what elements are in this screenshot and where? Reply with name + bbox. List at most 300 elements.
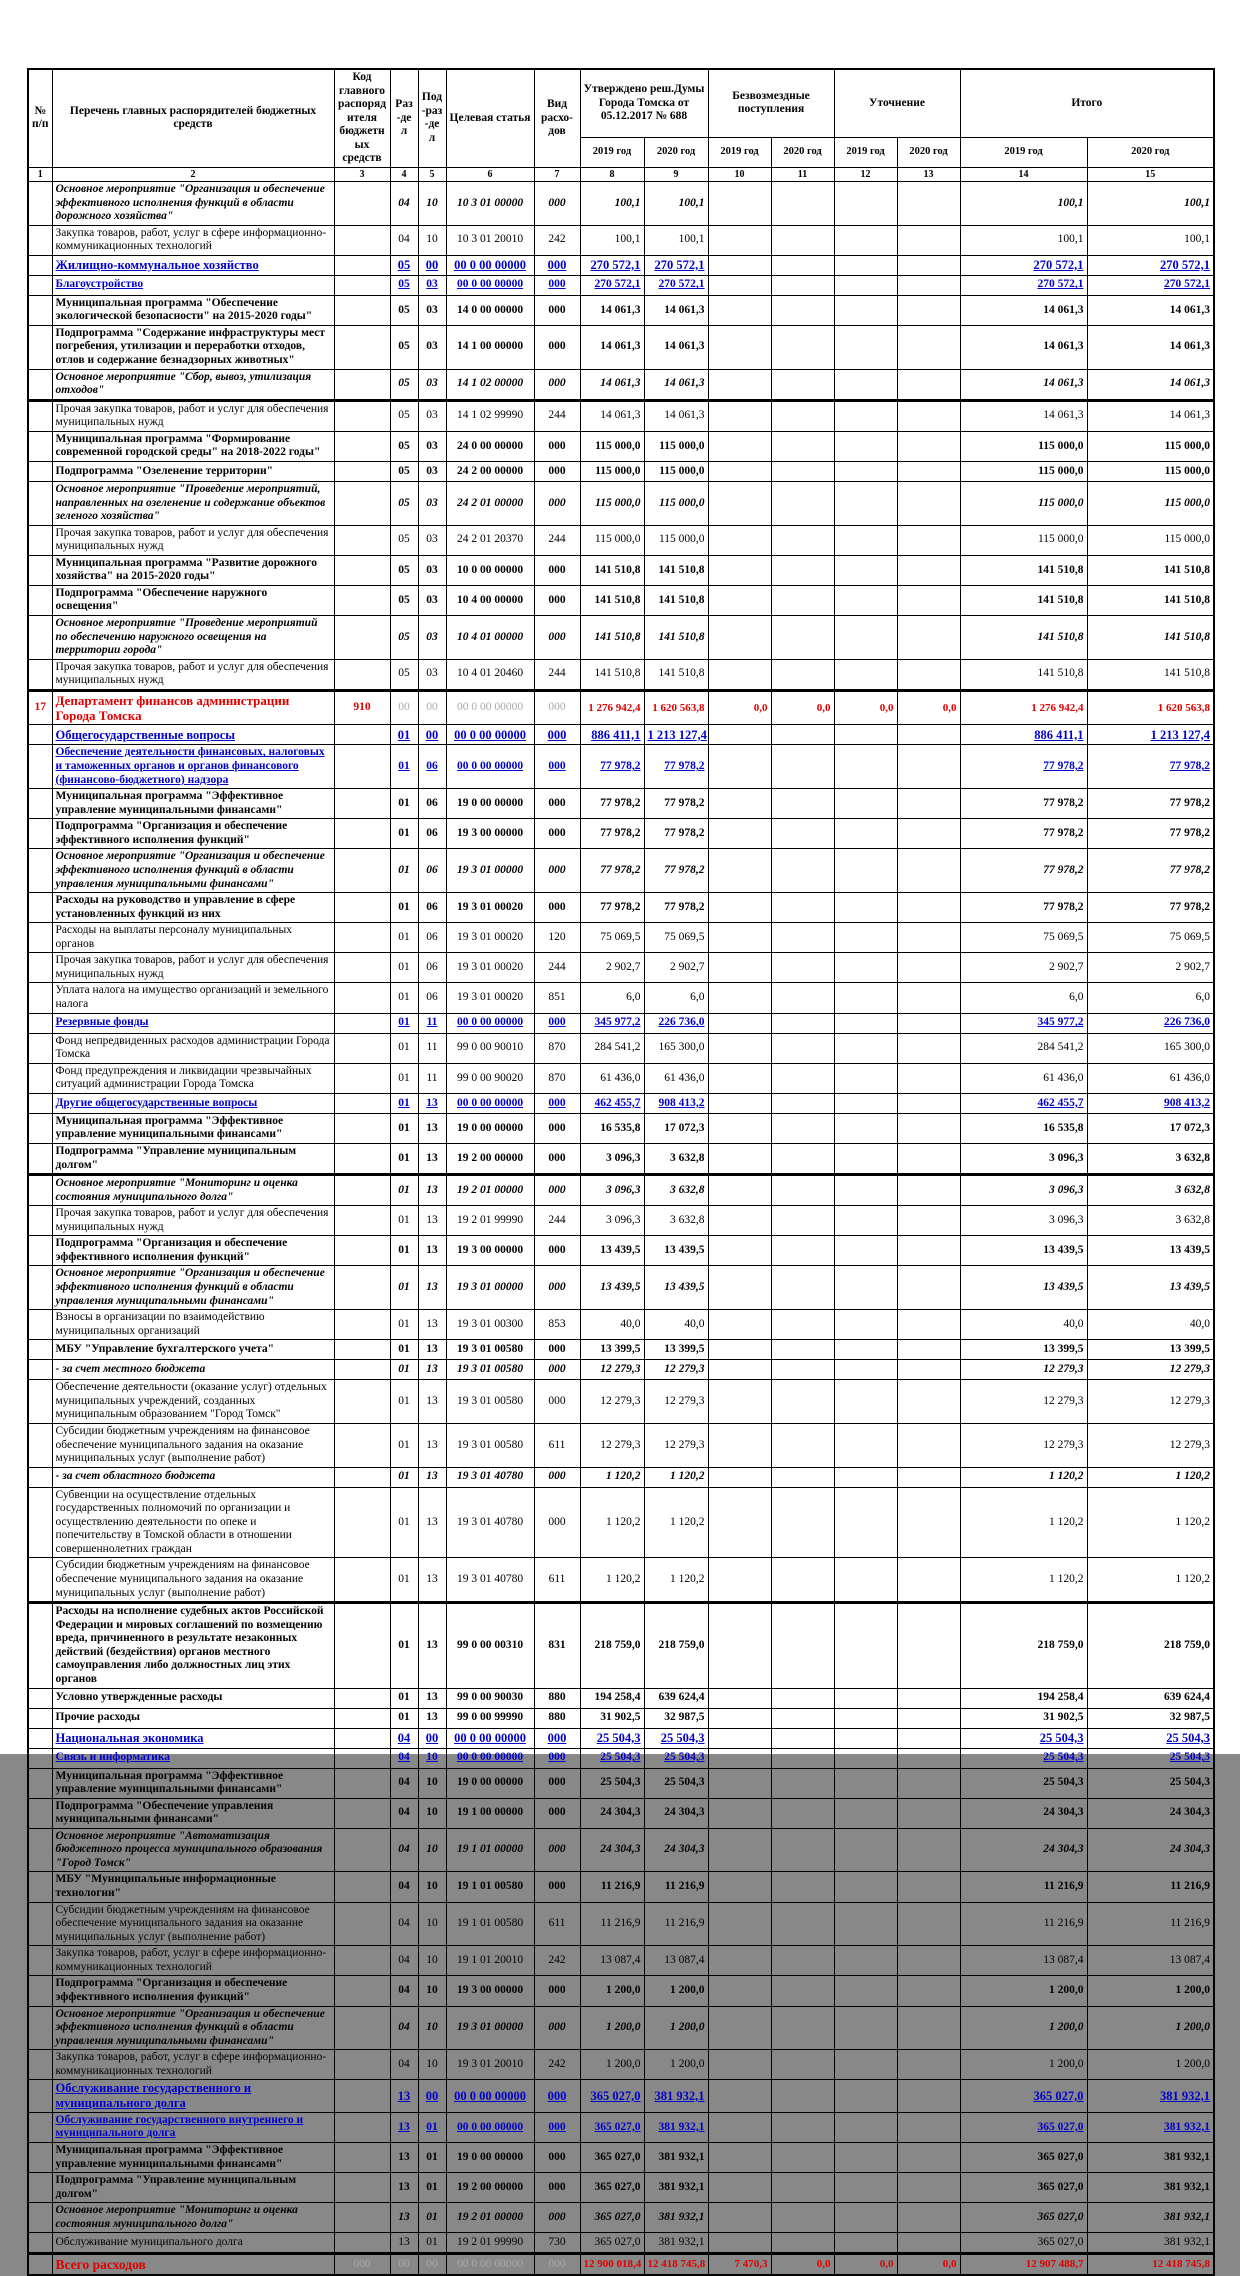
total-2019-cell: 25 504,3	[960, 1728, 1087, 1748]
total-2020-cell: 24 304,3	[1087, 1798, 1214, 1828]
approved-2020-cell: 13 087,4	[644, 1946, 708, 1976]
target-article-cell: 19 3 01 40780	[446, 1487, 534, 1558]
podrazdel-cell: 06	[418, 819, 446, 849]
grants-2020-cell	[771, 400, 834, 431]
approved-2019-cell: 345 977,2	[580, 1013, 644, 1033]
row-number-cell	[28, 1872, 52, 1902]
expense-type-cell: 000	[534, 1487, 580, 1558]
approved-2019-cell: 14 061,3	[580, 369, 644, 400]
total-2019-cell: 14 061,3	[960, 400, 1087, 431]
razdel-cell: 01	[390, 1033, 418, 1063]
row-title-cell: - за счет местного бюджета	[52, 1360, 334, 1380]
row-number-cell	[28, 1708, 52, 1728]
adjust-2019-cell	[834, 1360, 897, 1380]
razdel-cell: 05	[390, 369, 418, 400]
podrazdel-cell: 10	[418, 225, 446, 255]
target-article-cell: 19 0 00 00000	[446, 789, 534, 819]
adjust-2020-cell	[897, 1902, 960, 1946]
total-2019-cell: 886 411,1	[960, 725, 1087, 745]
row-title-cell: Субвенции на осуществление отдельных государственных полномочий по организации и осуществлению деятельности по опеке и попечительству в Томской области в отношении совершеннолетних граждан	[52, 1487, 334, 1558]
total-2020-cell: 270 572,1	[1087, 275, 1214, 295]
row-number-cell	[28, 1340, 52, 1360]
grbs-code-cell	[334, 1380, 390, 1424]
grants-2019-cell	[708, 1728, 771, 1748]
approved-2020-cell: 115 000,0	[644, 525, 708, 555]
target-article-cell: 19 3 01 00000	[446, 849, 534, 893]
total-2020-cell: 226 736,0	[1087, 1013, 1214, 1033]
adjust-2020-cell	[897, 1946, 960, 1976]
table-row	[28, 2080, 1214, 2113]
row-title-cell: Обслуживание государственного внутреннего и муниципального долга	[52, 2112, 334, 2142]
approved-2019-cell: 115 000,0	[580, 481, 644, 525]
row-number-cell	[28, 400, 52, 431]
grants-2019-cell	[708, 1340, 771, 1360]
expense-type-cell: 000	[534, 431, 580, 461]
row-title-cell: Муниципальная программа "Обеспечение экологической безопасности" на 2015-2020 годы"	[52, 295, 334, 325]
adjust-2020-cell	[897, 2142, 960, 2172]
row-title-cell: МБУ "Управление бухгалтерского учета"	[52, 1340, 334, 1360]
grbs-code-cell	[334, 1558, 390, 1603]
adjust-2020-cell	[897, 2112, 960, 2142]
row-title-cell: Основное мероприятие "Проведение мероприятий по обеспечению наружного освещения на территории города"	[52, 616, 334, 660]
podrazdel-cell: 03	[418, 481, 446, 525]
approved-2020-cell: 77 978,2	[644, 849, 708, 893]
approved-2019-cell: 12 279,3	[580, 1423, 644, 1467]
grbs-code-cell	[334, 2006, 390, 2050]
total-2020-cell: 2 902,7	[1087, 953, 1214, 983]
approved-2019-cell: 13 399,5	[580, 1340, 644, 1360]
podrazdel-cell: 13	[418, 1266, 446, 1310]
grants-2019-cell	[708, 1828, 771, 1872]
target-article-cell: 19 2 01 00000	[446, 1175, 534, 1206]
podrazdel-cell: 10	[418, 2006, 446, 2050]
grbs-code-cell	[334, 1063, 390, 1093]
razdel-cell: 13	[390, 2233, 418, 2254]
target-article-cell: 10 3 01 00000	[446, 181, 534, 225]
target-article-cell: 19 0 00 00000	[446, 1113, 534, 1143]
podrazdel-cell: 13	[418, 1340, 446, 1360]
approved-2020-cell: 32 987,5	[644, 1708, 708, 1728]
razdel-cell: 04	[390, 1946, 418, 1976]
row-number-cell	[28, 819, 52, 849]
grants-2020-cell	[771, 1013, 834, 1033]
grants-2019-cell	[708, 2233, 771, 2254]
row-number-cell	[28, 481, 52, 525]
table-row	[28, 789, 1214, 819]
table-row	[28, 295, 1214, 325]
grants-2020-cell	[771, 1728, 834, 1748]
total-2019-cell: 1 200,0	[960, 1976, 1087, 2006]
row-title-cell: Подпрограмма "Организация и обеспечение эффективного исполнения функций"	[52, 819, 334, 849]
total-2020-cell: 25 504,3	[1087, 1728, 1214, 1748]
target-article-cell: 00 0 00 00000	[446, 2254, 534, 2276]
target-article-cell: 19 3 01 00580	[446, 1380, 534, 1424]
total-2019-cell: 77 978,2	[960, 849, 1087, 893]
podrazdel-cell: 03	[418, 659, 446, 690]
row-title-cell: Субсидии бюджетным учреждениям на финансовое обеспечение муниципального задания на оказание муниципальных услуг (выполнение работ)	[52, 1902, 334, 1946]
col-header-razdel: Раз-дел	[390, 69, 418, 167]
table-row	[28, 2173, 1214, 2203]
total-2020-cell: 77 978,2	[1087, 893, 1214, 923]
row-title-cell: Фонд предупреждения и ликвидации чрезвычайных ситуаций администрации Города Томска	[52, 1063, 334, 1093]
grbs-code-cell	[334, 275, 390, 295]
approved-2019-cell: 77 978,2	[580, 745, 644, 789]
approved-2019-cell: 13 439,5	[580, 1266, 644, 1310]
adjust-2020-cell	[897, 1143, 960, 1174]
adjust-2019-cell	[834, 745, 897, 789]
podrazdel-cell: 01	[418, 2112, 446, 2142]
expense-type-cell: 000	[534, 1976, 580, 2006]
grbs-code-cell	[334, 255, 390, 275]
adjust-2019-cell	[834, 659, 897, 690]
row-title-cell: Основное мероприятие "Организация и обеспечение эффективного исполнения функций в области управления муниципальными финансами"	[52, 849, 334, 893]
grants-2020-cell	[771, 325, 834, 369]
approved-2019-cell: 462 455,7	[580, 1093, 644, 1113]
expense-type-cell: 870	[534, 1063, 580, 1093]
target-article-cell: 14 1 02 00000	[446, 369, 534, 400]
approved-2019-cell: 75 069,5	[580, 923, 644, 953]
razdel-cell: 01	[390, 1236, 418, 1266]
razdel-cell: 05	[390, 275, 418, 295]
grants-2019-cell	[708, 2112, 771, 2142]
approved-2020-cell: 115 000,0	[644, 481, 708, 525]
grants-2020-cell	[771, 893, 834, 923]
row-number-cell: 17	[28, 690, 52, 725]
table-row	[28, 1558, 1214, 1603]
total-2019-cell: 13 439,5	[960, 1266, 1087, 1310]
grants-2019-cell	[708, 585, 771, 615]
target-article-cell: 00 0 00 00000	[446, 2080, 534, 2113]
target-article-cell: 19 3 01 40780	[446, 1467, 534, 1487]
total-2019-cell: 16 535,8	[960, 1113, 1087, 1143]
row-title-cell: Муниципальная программа "Эффективное управление муниципальными финансами"	[52, 1768, 334, 1798]
approved-2019-cell: 11 216,9	[580, 1902, 644, 1946]
column-index-6: 6	[446, 167, 534, 181]
grbs-code-cell	[334, 1013, 390, 1033]
approved-2019-cell: 12 279,3	[580, 1360, 644, 1380]
grants-2020-cell	[771, 2142, 834, 2172]
podrazdel-cell: 13	[418, 1603, 446, 1688]
grants-2020-cell	[771, 255, 834, 275]
row-title-cell: Обеспечение деятельности (оказание услуг) отдельных муниципальных учреждений, созданных муниципальным образованием "Город Томск"	[52, 1380, 334, 1424]
adjust-2020-cell	[897, 725, 960, 745]
expense-type-cell: 000	[534, 295, 580, 325]
approved-2019-cell: 12 900 018,4	[580, 2254, 644, 2276]
approved-2019-cell: 100,1	[580, 225, 644, 255]
approved-2020-cell: 381 932,1	[644, 2080, 708, 2113]
grants-2019-cell	[708, 400, 771, 431]
row-title-cell: Подпрограмма "Обеспечение управления муниципальными финансами"	[52, 1798, 334, 1828]
adjust-2020-cell	[897, 1236, 960, 1266]
grants-2020-cell	[771, 1798, 834, 1828]
approved-2020-cell: 115 000,0	[644, 431, 708, 461]
approved-2019-cell: 77 978,2	[580, 849, 644, 893]
row-title-cell: Прочая закупка товаров, работ и услуг для обеспечения муниципальных нужд	[52, 1206, 334, 1236]
grants-2019-cell	[708, 255, 771, 275]
expense-type-cell: 244	[534, 525, 580, 555]
podrazdel-cell: 13	[418, 1380, 446, 1424]
approved-2020-cell: 61 436,0	[644, 1063, 708, 1093]
adjust-2020-cell	[897, 1033, 960, 1063]
podrazdel-cell: 01	[418, 2203, 446, 2233]
approved-2020-cell: 3 632,8	[644, 1206, 708, 1236]
target-article-cell: 99 0 00 90020	[446, 1063, 534, 1093]
row-title-cell: Резервные фонды	[52, 1013, 334, 1033]
expense-type-cell: 000	[534, 1467, 580, 1487]
table-row	[28, 1748, 1214, 1768]
total-2019-cell: 270 572,1	[960, 255, 1087, 275]
adjust-2020-cell	[897, 1360, 960, 1380]
total-2020-cell: 1 200,0	[1087, 2006, 1214, 2050]
expense-type-cell: 000	[534, 1728, 580, 1748]
razdel-cell: 13	[390, 2173, 418, 2203]
grants-2020-cell	[771, 1340, 834, 1360]
podrazdel-cell: 03	[418, 616, 446, 660]
total-2020-cell: 40,0	[1087, 1310, 1214, 1340]
row-number-cell	[28, 1798, 52, 1828]
grants-2020-cell	[771, 461, 834, 481]
adjust-2020-cell	[897, 1603, 960, 1688]
row-title-cell: Расходы на исполнение судебных актов Российской Федерации и мировых соглашений по возмещению вреда, причиненного в результате незаконных действий (бездействия) органов местного самоуправления либо должностных лиц этих органов	[52, 1603, 334, 1688]
razdel-cell: 01	[390, 1688, 418, 1708]
expense-type-cell: 000	[534, 2006, 580, 2050]
column-index-10: 10	[708, 167, 771, 181]
approved-2020-cell: 141 510,8	[644, 585, 708, 615]
grants-2019-cell	[708, 1013, 771, 1033]
razdel-cell: 05	[390, 431, 418, 461]
expense-type-cell: 000	[534, 2112, 580, 2142]
grbs-code-cell: 000	[334, 2254, 390, 2276]
grants-2020-cell	[771, 1708, 834, 1728]
razdel-cell: 05	[390, 585, 418, 615]
approved-2019-cell: 886 411,1	[580, 725, 644, 745]
grants-2019-cell: 7 470,3	[708, 2254, 771, 2276]
grbs-code-cell	[334, 2142, 390, 2172]
table-row	[28, 1946, 1214, 1976]
total-2019-cell: 1 120,2	[960, 1558, 1087, 1603]
grants-2019-cell	[708, 1748, 771, 1768]
row-title-cell: Основное мероприятие "Проведение мероприятий, направленных на озеленение и содержание объектов зеленого хозяйства"	[52, 481, 334, 525]
podrazdel-cell: 03	[418, 461, 446, 481]
total-2020-cell: 75 069,5	[1087, 923, 1214, 953]
grants-2020-cell	[771, 923, 834, 953]
adjust-2019-cell	[834, 1310, 897, 1340]
adjust-2020-cell	[897, 2006, 960, 2050]
year-header-2019: 2019 год	[580, 137, 644, 167]
approved-2019-cell: 115 000,0	[580, 431, 644, 461]
adjust-2019-cell	[834, 295, 897, 325]
table-row	[28, 1423, 1214, 1467]
grants-2020-cell	[771, 525, 834, 555]
podrazdel-cell: 03	[418, 431, 446, 461]
razdel-cell: 04	[390, 1976, 418, 2006]
target-article-cell: 19 3 01 20010	[446, 2050, 534, 2080]
approved-2019-cell: 14 061,3	[580, 295, 644, 325]
grbs-code-cell	[334, 1266, 390, 1310]
approved-2019-cell: 218 759,0	[580, 1603, 644, 1688]
approved-2019-cell: 12 279,3	[580, 1380, 644, 1424]
row-number-cell	[28, 1688, 52, 1708]
adjust-2019-cell: 0,0	[834, 2254, 897, 2276]
expense-type-cell: 000	[534, 1093, 580, 1113]
total-2019-cell: 1 120,2	[960, 1487, 1087, 1558]
target-article-cell: 19 2 01 00000	[446, 2203, 534, 2233]
expense-type-cell: 000	[534, 369, 580, 400]
grants-2019-cell	[708, 1360, 771, 1380]
table-row	[28, 1033, 1214, 1063]
podrazdel-cell: 13	[418, 1423, 446, 1467]
adjust-2019-cell	[834, 1093, 897, 1113]
grants-2019-cell	[708, 923, 771, 953]
target-article-cell: 19 1 01 20010	[446, 1946, 534, 1976]
adjust-2019-cell	[834, 2233, 897, 2254]
column-index-2: 2	[52, 167, 334, 181]
group-header-approved: Утверждено реш.Думы Города Томска от 05.12.2017 № 688	[580, 69, 708, 137]
expense-type-cell: 242	[534, 1946, 580, 1976]
approved-2020-cell: 12 279,3	[644, 1380, 708, 1424]
grbs-code-cell	[334, 295, 390, 325]
grants-2020-cell	[771, 2203, 834, 2233]
target-article-cell: 19 3 01 00580	[446, 1340, 534, 1360]
approved-2019-cell: 77 978,2	[580, 789, 644, 819]
total-2020-cell: 381 932,1	[1087, 2203, 1214, 2233]
adjust-2019-cell	[834, 616, 897, 660]
grbs-code-cell	[334, 2080, 390, 2113]
adjust-2020-cell	[897, 2203, 960, 2233]
column-index-1: 1	[28, 167, 52, 181]
target-article-cell: 10 0 00 00000	[446, 555, 534, 585]
approved-2020-cell: 100,1	[644, 181, 708, 225]
target-article-cell: 19 2 01 99990	[446, 2233, 534, 2254]
target-article-cell: 19 1 01 00000	[446, 1828, 534, 1872]
row-number-cell	[28, 1828, 52, 1872]
total-2020-cell: 1 120,2	[1087, 1558, 1214, 1603]
grants-2020-cell	[771, 585, 834, 615]
expense-type-cell: 000	[534, 819, 580, 849]
grants-2019-cell	[708, 1798, 771, 1828]
razdel-cell: 05	[390, 295, 418, 325]
total-2020-cell: 3 632,8	[1087, 1143, 1214, 1174]
row-title-cell: Расходы на выплаты персоналу муниципальных органов	[52, 923, 334, 953]
expense-type-cell: 831	[534, 1603, 580, 1688]
total-2020-cell: 100,1	[1087, 225, 1214, 255]
row-title-cell: Основное мероприятие "Автоматизация бюджетного процесса муниципального образования "Город Томск"	[52, 1828, 334, 1872]
podrazdel-cell: 11	[418, 1063, 446, 1093]
approved-2019-cell: 1 200,0	[580, 2050, 644, 2080]
table-row	[28, 2254, 1214, 2276]
approved-2020-cell: 25 504,3	[644, 1748, 708, 1768]
row-number-cell	[28, 431, 52, 461]
total-2020-cell: 3 632,8	[1087, 1206, 1214, 1236]
target-article-cell: 00 0 00 00000	[446, 1728, 534, 1748]
row-title-cell: Фонд непредвиденных расходов администрации Города Томска	[52, 1033, 334, 1063]
adjust-2020-cell	[897, 1013, 960, 1033]
approved-2019-cell: 365 027,0	[580, 2080, 644, 2113]
adjust-2019-cell	[834, 1828, 897, 1872]
expense-type-cell: 242	[534, 225, 580, 255]
row-number-cell	[28, 1748, 52, 1768]
grbs-code-cell	[334, 525, 390, 555]
expense-type-cell: 242	[534, 2050, 580, 2080]
approved-2020-cell: 1 620 563,8	[644, 690, 708, 725]
approved-2020-cell: 270 572,1	[644, 255, 708, 275]
approved-2019-cell: 1 200,0	[580, 2006, 644, 2050]
row-number-cell	[28, 659, 52, 690]
adjust-2020-cell	[897, 983, 960, 1013]
podrazdel-cell: 13	[418, 1708, 446, 1728]
razdel-cell: 00	[390, 690, 418, 725]
row-title-cell: Прочая закупка товаров, работ и услуг для обеспечения муниципальных нужд	[52, 525, 334, 555]
table-row	[28, 2233, 1214, 2254]
grbs-code-cell	[334, 953, 390, 983]
grbs-code-cell	[334, 983, 390, 1013]
total-2019-cell: 218 759,0	[960, 1603, 1087, 1688]
total-2020-cell: 17 072,3	[1087, 1113, 1214, 1143]
grants-2019-cell	[708, 1175, 771, 1206]
row-number-cell	[28, 923, 52, 953]
grants-2019-cell	[708, 1143, 771, 1174]
group-header-total: Итого	[960, 69, 1214, 137]
approved-2019-cell: 365 027,0	[580, 2173, 644, 2203]
target-article-cell: 10 3 01 20010	[446, 225, 534, 255]
table-row	[28, 481, 1214, 525]
approved-2020-cell: 14 061,3	[644, 325, 708, 369]
grants-2019-cell	[708, 983, 771, 1013]
razdel-cell: 01	[390, 849, 418, 893]
total-2019-cell: 115 000,0	[960, 525, 1087, 555]
podrazdel-cell: 13	[418, 1113, 446, 1143]
total-2019-cell: 100,1	[960, 181, 1087, 225]
podrazdel-cell: 00	[418, 2254, 446, 2276]
row-title-cell: Жилищно-коммунальное хозяйство	[52, 255, 334, 275]
grbs-code-cell	[334, 893, 390, 923]
approved-2020-cell: 13 439,5	[644, 1236, 708, 1266]
razdel-cell: 13	[390, 2203, 418, 2233]
row-number-cell	[28, 585, 52, 615]
adjust-2020-cell	[897, 1708, 960, 1728]
expense-type-cell: 000	[534, 1872, 580, 1902]
podrazdel-cell: 06	[418, 923, 446, 953]
adjust-2019-cell	[834, 1728, 897, 1748]
expense-type-cell: 851	[534, 983, 580, 1013]
total-2019-cell: 13 399,5	[960, 1340, 1087, 1360]
grants-2020-cell	[771, 1093, 834, 1113]
total-2019-cell: 1 200,0	[960, 2006, 1087, 2050]
grants-2019-cell	[708, 1206, 771, 1236]
total-2019-cell: 3 096,3	[960, 1175, 1087, 1206]
row-number-cell	[28, 2203, 52, 2233]
grants-2020-cell	[771, 1266, 834, 1310]
table-row	[28, 849, 1214, 893]
approved-2020-cell: 13 439,5	[644, 1266, 708, 1310]
total-2020-cell: 381 932,1	[1087, 2173, 1214, 2203]
grants-2019-cell	[708, 893, 771, 923]
podrazdel-cell: 03	[418, 400, 446, 431]
grbs-code-cell	[334, 1708, 390, 1728]
approved-2019-cell: 16 535,8	[580, 1113, 644, 1143]
grbs-code-cell	[334, 1093, 390, 1113]
adjust-2019-cell	[834, 1380, 897, 1424]
grbs-code-cell	[334, 1828, 390, 1872]
approved-2019-cell: 77 978,2	[580, 893, 644, 923]
grbs-code-cell	[334, 2203, 390, 2233]
approved-2020-cell: 1 200,0	[644, 2050, 708, 2080]
approved-2019-cell: 365 027,0	[580, 2233, 644, 2254]
total-2019-cell: 13 439,5	[960, 1236, 1087, 1266]
razdel-cell: 01	[390, 1266, 418, 1310]
adjust-2020-cell	[897, 745, 960, 789]
row-title-cell: Подпрограмма "Содержание инфраструктуры мест погребения, утилизации и переработки отходов, отлов и содержание безнадзорных животных"	[52, 325, 334, 369]
